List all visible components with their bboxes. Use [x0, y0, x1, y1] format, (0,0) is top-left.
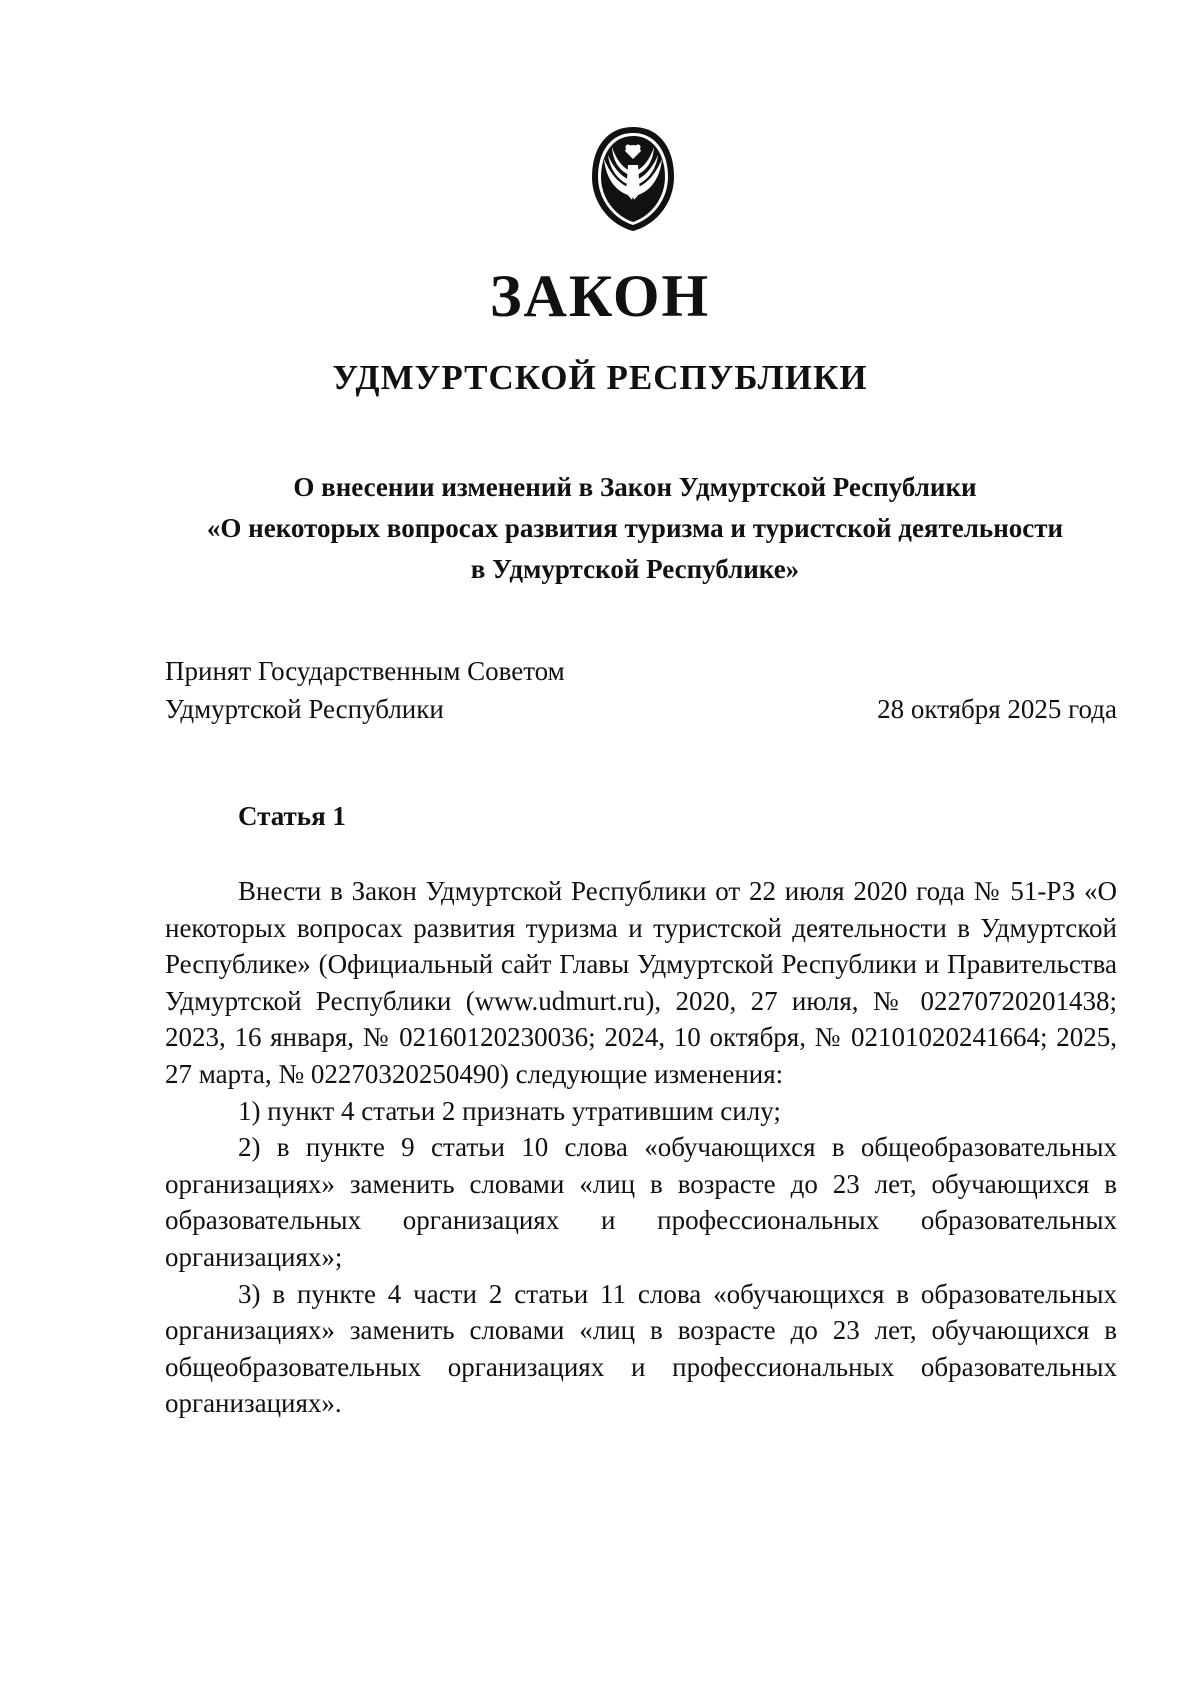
article-paragraph-intro: Внести в Закон Удмуртской Республики от 22 июля 2020 года № 51-РЗ «О некоторых вопросах развития туризма и туристской деятельности в Удмуртской Республике» (Официальный сайт Главы Удмуртской Республики и Правительства Удмуртской Республики (www.udmurt.ru), 2020, 27 июля, № 02270720201438; 2023, 16 января, № 02160120230036; 2024, 10 октября, № 02101020241664; 2025, 27 марта, № 02270320250490) следующие изменения: — [165, 876, 1117, 1089]
subject-line-2: «О некоторых вопросах развития туризма и туристской деятельности — [206, 513, 1064, 543]
document-subtitle: УДМУРТСКОЙ РЕСПУБЛИКИ — [332, 358, 868, 397]
coat-of-arms-icon — [588, 125, 678, 233]
law-subject — [150, 467, 1120, 590]
article-item-1: 1) пункт 4 статьи 2 признать утратившим силу; — [238, 1095, 781, 1126]
adoption-statement — [165, 652, 565, 728]
subject-line-3: в Удмуртской Республике» — [470, 554, 800, 584]
adoption-line-2: Удмуртской Республики — [165, 694, 444, 724]
adoption-line-1: Принят Государственным Советом — [165, 656, 565, 686]
article-item-2: 2) в пункте 9 статьи 10 слова «обучающихся в общеобразовательных организациях» заменить словами «лиц в возрасте до 23 лет, обучающихся в образовательных организациях и профессиональных образовательных организациях»; — [165, 1132, 1117, 1272]
adoption-date: 28 октября 2025 года — [877, 694, 1117, 724]
article-heading: Статья 1 — [238, 801, 346, 831]
article-item-3: 3) в пункте 4 части 2 статьи 11 слова «обучающихся в образовательных организациях» заменить словами «лиц в возрасте до 23 лет, обучающихся в общеобразовательных организациях и профессиональных образовательных организациях». — [165, 1278, 1117, 1419]
article-body — [165, 873, 1117, 1422]
subject-line-1: О внесении изменений в Закон Удмуртской Республики — [293, 472, 977, 502]
document-title: ЗАКОН — [489, 263, 711, 329]
